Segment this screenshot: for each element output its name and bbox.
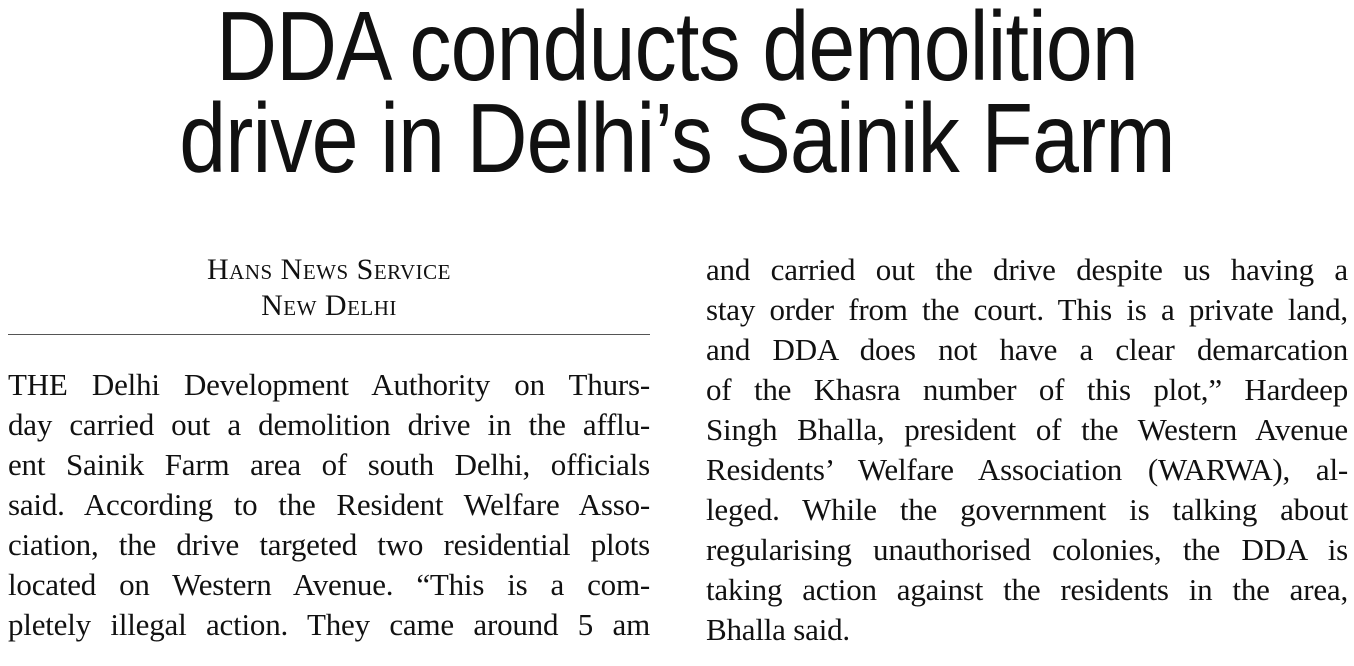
body-line: Singh Bhalla, president of the Western Avenue: [706, 412, 1348, 447]
byline: [8, 252, 650, 324]
body-line: THE Delhi Development Authority on Thurs-: [8, 367, 650, 402]
body-line: Bhalla said.: [706, 612, 850, 647]
body-line: and DDA does not have a clear demarcation: [706, 332, 1348, 367]
body-line: taking action against the residents in the area,: [706, 572, 1348, 607]
body-line: of the Khasra number of this plot,” Hardeep: [706, 372, 1348, 407]
article-body-left: [8, 365, 650, 645]
headline-line-2: drive in Delhi’s Sainik Farm: [179, 83, 1175, 193]
byline-divider: [8, 334, 650, 335]
byline-location: New Delhi: [261, 289, 397, 322]
body-line: ent Sainik Farm area of south Delhi, officials: [8, 447, 650, 482]
body-line: Residents’ Welfare Association (WARWA), al-: [706, 452, 1348, 487]
headline-line-1: DDA conducts demolition: [216, 0, 1138, 101]
body-line: stay order from the court. This is a private land,: [706, 292, 1348, 327]
body-line: ciation, the drive targeted two residential plots: [8, 527, 650, 562]
byline-agency: Hans News Service: [207, 253, 451, 286]
body-line: located on Western Avenue. “This is a com-: [8, 567, 650, 602]
article-column-left: [8, 252, 650, 645]
body-line: day carried out a demolition drive in the afflu-: [8, 407, 650, 442]
body-line: pletely illegal action. They came around 5 am: [8, 607, 650, 642]
article-body-right: [706, 250, 1348, 650]
body-line: and carried out the drive despite us having a: [706, 252, 1348, 287]
headline: [95, 0, 1259, 193]
body-line: leged. While the government is talking about: [706, 492, 1348, 527]
body-line: regularising unauthorised colonies, the DDA is: [706, 532, 1348, 567]
body-line: said. According to the Resident Welfare Asso-: [8, 487, 650, 522]
article-column-right: [706, 252, 1348, 650]
